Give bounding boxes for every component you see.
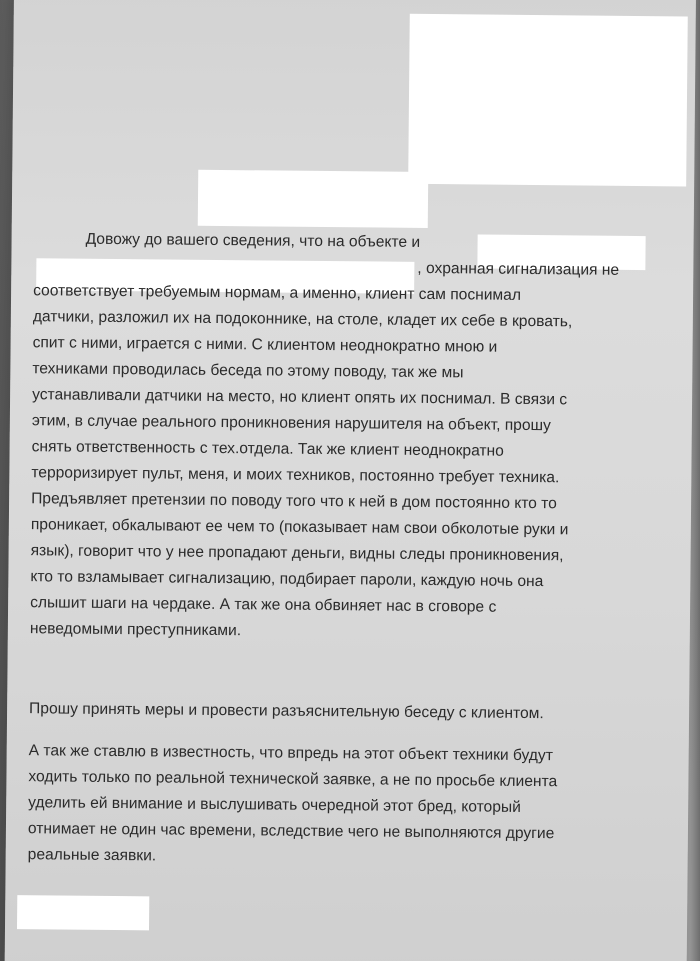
text-line: отнимает не один час времени, вследствие чего не выполняются другие [27, 820, 555, 843]
text-line: устанавливали датчики на место, но клиент опять их поснимал. В связи с [32, 386, 568, 409]
paragraph-notice [28, 738, 558, 873]
redacted-block [198, 170, 429, 228]
redacted-block [408, 14, 688, 187]
text-line: Прошу принять меры и провести разъяснительную беседу с клиентом. [29, 700, 544, 723]
text-line: терроризирует пульт, меня, и моих техников, постоянно требует техника. [31, 464, 560, 487]
text-line: А так же ставлю в известность, что впредь на этот объект техники будут [28, 742, 553, 765]
paper-sheet [5, 0, 696, 961]
text-line: , охранная сигнализация не [417, 259, 620, 279]
text-line: проникает, обкалывают ее чем то (показывает нам свои обколотые руки и [30, 516, 569, 539]
text-line: кто то взламывает сигнализацию, подбирает пароли, каждую ночь она [30, 568, 544, 591]
text-line: снять ответственность с тех.отдела. Так же клиент неоднократно [31, 438, 504, 460]
text-line: уделить ей внимание и выслушивать очередной этот бред, который [28, 794, 521, 816]
redacted-signature [17, 895, 149, 930]
text-line: Довожу до вашего сведения, что на объекте и [85, 230, 421, 251]
text-line: спит с ними, играется с ними. С клиентом неоднократно мною и [32, 334, 498, 356]
text-line: Предъявляет претензии по поводу того что к ней в дом постоянно кто то [31, 490, 557, 513]
text-line: язык), говорит что у нее пропадают деньги, видны следы проникновения, [30, 542, 564, 565]
text-line: этим, в случае реального проникновения нарушителя на объект, прошу [31, 412, 551, 435]
paragraph-report [30, 226, 620, 648]
text-line: реальные заявки. [27, 846, 157, 865]
text-line: слышит шаги на чердаке. А так же она обвиняет нас в сговоре с [30, 594, 497, 616]
text-line: ходить только по реальной технической заявке, а не по просьбе клиента [28, 768, 558, 791]
paragraph-request [29, 696, 544, 727]
text-line: техниками проводилась беседа по этому поводу, так же мы [32, 360, 464, 382]
text-line: неведомыми преступниками. [29, 620, 242, 640]
text-line: датчики, разложил их на подоконнике, на столе, кладет их себе в кровать, [32, 308, 573, 331]
text-line: соответствует требуемым нормам, а именно, клиент сам поснимал [33, 282, 522, 304]
